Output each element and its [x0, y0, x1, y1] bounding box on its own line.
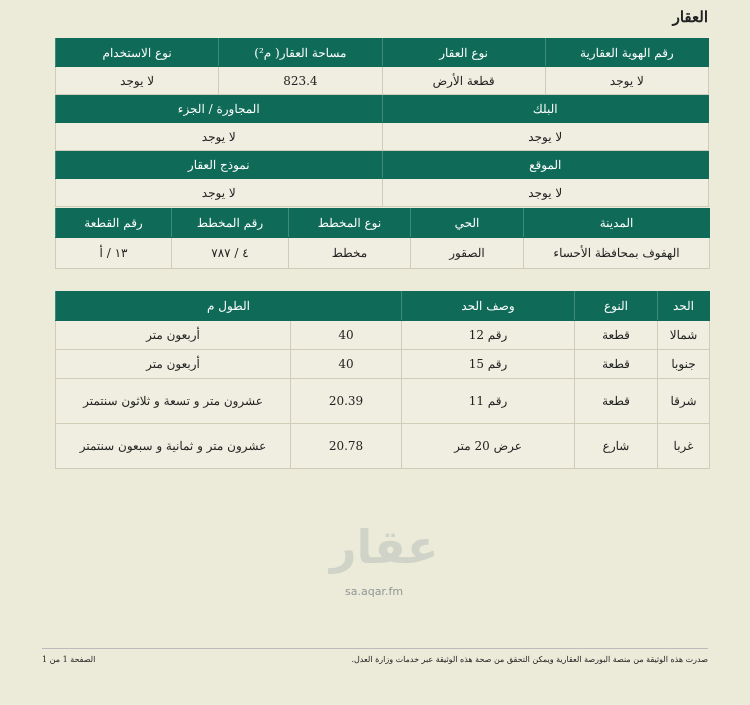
header-description: وصف الحد: [402, 292, 575, 321]
header-type: النوع: [575, 292, 658, 321]
cell-length: 40: [291, 350, 402, 379]
value-location: لا يوجد: [382, 179, 709, 207]
header-property-type: نوع العقار: [382, 39, 545, 67]
header-property-id: رقم الهوية العقارية: [545, 39, 708, 67]
header-plan-type: نوع المخطط: [289, 209, 411, 238]
header-location: الموقع: [382, 151, 709, 179]
cell-description: رقم 11: [402, 379, 575, 424]
cell-boundary: شمالا: [658, 321, 710, 350]
value-property-model: لا يوجد: [56, 179, 383, 207]
table-row: [56, 379, 710, 424]
cell-type: قطعة: [575, 379, 658, 424]
value-neighborhood-part: لا يوجد: [56, 123, 383, 151]
value-district: الصقور: [411, 238, 524, 269]
header-plan-number: رقم المخطط: [172, 209, 289, 238]
value-plan-type: مخطط: [289, 238, 411, 269]
header-city: المدينة: [524, 209, 710, 238]
value-property-id: لا يوجد: [545, 67, 708, 95]
footer-note: صدرت هذه الوثيقة من منصة البورصة العقارية ويمكن التحقق من صحة هذه الوثيقة عبر خدمات وزارة العدل.: [351, 655, 708, 664]
boundaries-table: [55, 291, 710, 469]
plan-info-table: [55, 208, 710, 269]
value-area: 823.4: [219, 67, 382, 95]
value-usage-type: لا يوجد: [56, 67, 219, 95]
header-plot-number: رقم القطعة: [56, 209, 172, 238]
header-usage-type: نوع الاستخدام: [56, 39, 219, 67]
cell-boundary: جنوبا: [658, 350, 710, 379]
cell-length: 40: [291, 321, 402, 350]
header-area: مساحة العقار( م²): [219, 39, 382, 67]
cell-length-words: عشرون متر و ثمانية و سبعون سنتمتر: [56, 424, 291, 469]
page-number: الصفحة 1 من 1: [42, 655, 96, 664]
cell-type: قطعة: [575, 350, 658, 379]
value-city: الهفوف بمحافظة الأحساء: [524, 238, 710, 269]
header-neighborhood-part: المجاورة / الجزء: [56, 95, 383, 123]
cell-description: رقم 15: [402, 350, 575, 379]
cell-length-words: أربعون متر: [56, 321, 291, 350]
watermark-logo: عقار: [330, 520, 439, 574]
cell-length: 20.39: [291, 379, 402, 424]
header-district: الحي: [411, 209, 524, 238]
value-block: لا يوجد: [382, 123, 709, 151]
value-property-type: قطعة الأرض: [382, 67, 545, 95]
cell-type: قطعة: [575, 321, 658, 350]
table-row: [56, 350, 710, 379]
cell-length: 20.78: [291, 424, 402, 469]
cell-description: رقم 12: [402, 321, 575, 350]
cell-length-words: عشرون متر و تسعة و ثلاثون سنتمتر: [56, 379, 291, 424]
header-block: البلك: [382, 95, 709, 123]
table-row: [56, 424, 710, 469]
cell-description: عرض 20 متر: [402, 424, 575, 469]
header-boundary: الحد: [658, 292, 710, 321]
watermark-url: sa.aqar.fm: [345, 585, 404, 598]
header-length: الطول م: [56, 292, 402, 321]
header-property-model: نموذج العقار: [56, 151, 383, 179]
footer-divider: [42, 648, 708, 649]
section-title: العقار: [672, 8, 708, 26]
table-row: [56, 321, 710, 350]
property-info-table: [55, 38, 709, 207]
cell-boundary: غربا: [658, 424, 710, 469]
value-plan-number: ٤ / ٧٨٧: [172, 238, 289, 269]
cell-boundary: شرقا: [658, 379, 710, 424]
cell-length-words: أربعون متر: [56, 350, 291, 379]
cell-type: شارع: [575, 424, 658, 469]
value-plot-number: ١٣ / أ: [56, 238, 172, 269]
